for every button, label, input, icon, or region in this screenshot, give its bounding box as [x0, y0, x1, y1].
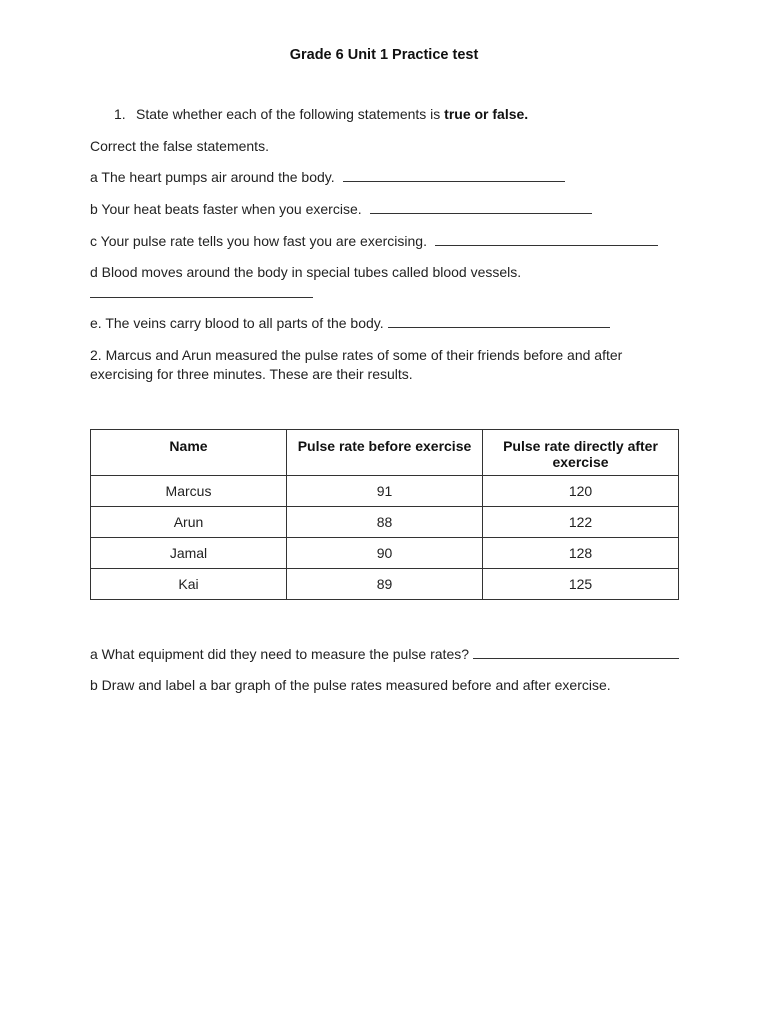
statement-d-text: d Blood moves around the body in special tubes called blood vessels.	[90, 264, 522, 280]
question-1-bold-text: true or false.	[444, 106, 529, 122]
question-1-instruction: Correct the false statements.	[90, 138, 269, 154]
table-cell-after: 128	[483, 538, 679, 569]
question-2-text: 2. Marcus and Arun measured the pulse rates of some of their friends before and after exercising for three minutes. These are their results.	[90, 347, 623, 382]
question-2a	[90, 645, 679, 663]
question-2a-answer-blank[interactable]	[473, 646, 679, 659]
table-row	[91, 569, 679, 600]
table-row	[91, 507, 679, 538]
table-row	[91, 538, 679, 569]
statement-c-text: c Your pulse rate tells you how fast you are exercising.	[90, 233, 427, 249]
statement-d	[90, 263, 521, 281]
table-cell-after: 120	[483, 476, 679, 507]
table-header-after: Pulse rate directly after exercise	[483, 430, 679, 476]
table-cell-before: 91	[287, 476, 483, 507]
page-title: Grade 6 Unit 1 Practice test	[289, 47, 479, 63]
statement-e-text: e. The veins carry blood to all parts of the body.	[90, 315, 384, 331]
statement-c-answer-blank[interactable]	[435, 233, 658, 246]
question-1-number: 1.	[114, 106, 126, 122]
table-cell-before: 88	[287, 507, 483, 538]
table-cell-after: 122	[483, 507, 679, 538]
table-cell-before: 90	[287, 538, 483, 569]
pulse-rate-table	[90, 429, 679, 600]
statement-e-answer-blank[interactable]	[388, 315, 610, 328]
table-cell-name: Kai	[91, 569, 287, 600]
table-row	[91, 476, 679, 507]
statement-c	[90, 232, 658, 250]
statement-d-answer-blank[interactable]	[90, 297, 313, 298]
statement-b-text: b Your heat beats faster when you exercise.	[90, 201, 362, 217]
question-1-prompt	[114, 105, 528, 123]
table-cell-name: Marcus	[91, 476, 287, 507]
statement-a-answer-blank[interactable]	[343, 169, 565, 182]
table-cell-after: 125	[483, 569, 679, 600]
table-cell-name: Arun	[91, 507, 287, 538]
statement-b	[90, 200, 592, 218]
question-2a-text: a What equipment did they need to measure the pulse rates?	[90, 646, 470, 662]
question-2b-text: b Draw and label a bar graph of the pulse rates measured before and after exercise.	[90, 677, 611, 693]
statement-e	[90, 314, 610, 332]
table-cell-name: Jamal	[91, 538, 287, 569]
table-header-row	[91, 430, 679, 476]
table-cell-before: 89	[287, 569, 483, 600]
question-1-text: State whether each of the following statements is	[136, 106, 445, 122]
statement-b-answer-blank[interactable]	[370, 201, 592, 214]
statement-a	[90, 168, 565, 186]
table-header-name: Name	[91, 430, 287, 476]
table-header-before: Pulse rate before exercise	[287, 430, 483, 476]
statement-a-text: a The heart pumps air around the body.	[90, 169, 335, 185]
